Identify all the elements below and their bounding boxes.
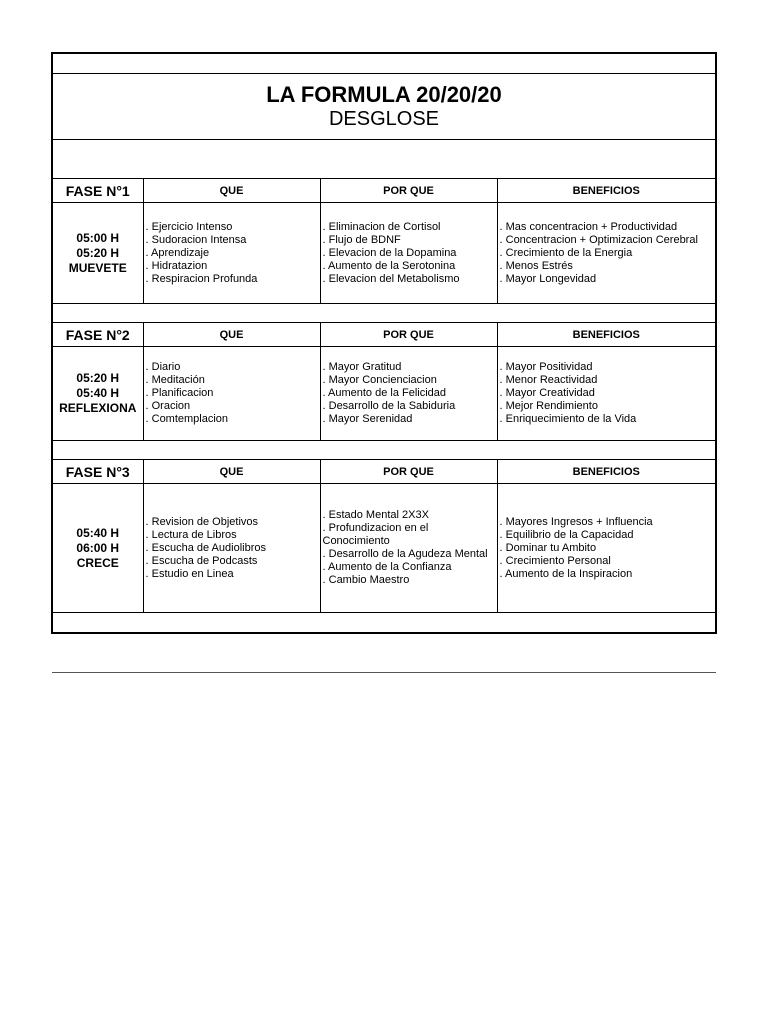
column-header-porque: POR QUE — [320, 460, 497, 484]
list-item: . Escucha de Audiolibros — [146, 542, 318, 555]
phase-start-time: 05:40 H — [76, 525, 120, 540]
phase-end-time: 06:00 H — [76, 540, 120, 555]
phase-action: CRECE — [76, 555, 119, 570]
list-item: . Aumento de la Felicidad — [323, 387, 495, 400]
list-item: . Flujo de BDNF — [323, 234, 495, 247]
list-item: . Oracion — [146, 400, 318, 413]
list-item: . Crecimiento Personal — [500, 555, 714, 568]
phase-row — [53, 347, 715, 441]
column-header-porque: POR QUE — [320, 179, 497, 203]
phase-start-time: 05:20 H — [76, 371, 120, 385]
list-item: . Desarrollo de la Sabiduria — [323, 400, 495, 413]
list-item: . Estado Mental 2X3X — [323, 509, 495, 522]
que-cell — [143, 203, 320, 304]
que-cell — [143, 347, 320, 441]
porque-cell — [320, 347, 497, 441]
phase-action: MUEVETE — [68, 260, 127, 275]
empty-bottom-row — [53, 613, 715, 633]
list-item: . Dominar tu Ambito — [500, 542, 714, 555]
phase-time-cell — [53, 203, 143, 304]
list-item: . Mas concentracion + Productividad — [500, 221, 714, 234]
phase-label: FASE N°3 — [53, 460, 143, 484]
column-header-que: QUE — [143, 323, 320, 347]
list-item: . Mejor Rendimiento — [500, 400, 714, 413]
list-item: . Mayor Creatividad — [500, 387, 714, 400]
list-item: . Profundizacion en el Conocimiento — [323, 522, 495, 548]
beneficios-cell — [497, 203, 715, 304]
list-item: . Eliminacion de Cortisol — [323, 221, 495, 234]
spacer-row — [53, 304, 715, 323]
list-item: . Desarrollo de la Agudeza Mental — [323, 548, 495, 561]
list-item: . Enriquecimiento de la Vida — [500, 413, 714, 426]
list-item: . Sudoracion Intensa — [146, 234, 318, 247]
list-item: . Mayor Gratitud — [323, 361, 495, 374]
empty-row — [53, 140, 715, 179]
list-item: . Mayor Longevidad — [500, 273, 714, 286]
phase-action: REFLEXIONA — [59, 401, 137, 415]
list-item: . Mayor Positividad — [500, 361, 714, 374]
list-item: . Diario — [146, 361, 318, 374]
list-item: . Estudio en Linea — [146, 568, 318, 581]
column-header-beneficios: BENEFICIOS — [497, 460, 715, 484]
list-item: . Lectura de Libros — [146, 529, 318, 542]
formula-sheet — [51, 52, 717, 634]
title-row — [53, 74, 715, 140]
list-item: . Ejercicio Intenso — [146, 221, 318, 234]
phase-end-time: 05:40 H — [76, 386, 120, 400]
list-item: . Equilibrio de la Capacidad — [500, 529, 714, 542]
phase-time-cell — [53, 484, 143, 613]
list-item: . Revision de Objetivos — [146, 516, 318, 529]
list-item: . Elevacion de la Dopamina — [323, 247, 495, 260]
list-item: . Cambio Maestro — [323, 574, 495, 587]
beneficios-cell — [497, 484, 715, 613]
list-item: . Aumento de la Confianza — [323, 561, 495, 574]
empty-top-row — [53, 54, 715, 74]
list-item: . Hidratazion — [146, 260, 318, 273]
phase-label: FASE N°2 — [53, 323, 143, 347]
column-header-que: QUE — [143, 179, 320, 203]
list-item: . Aprendizaje — [146, 247, 318, 260]
horizontal-divider — [52, 672, 716, 673]
list-item: . Elevacion del Metabolismo — [323, 273, 495, 286]
list-item: . Aumento de la Serotonina — [323, 260, 495, 273]
phase-row — [53, 203, 715, 304]
phase-header-row — [53, 323, 715, 347]
list-item: . Comtemplacion — [146, 413, 318, 426]
page-title: LA FORMULA 20/20/20 — [266, 81, 502, 107]
list-item: . Planificacion — [146, 387, 318, 400]
phase-header-row — [53, 179, 715, 203]
formula-table — [53, 54, 715, 632]
list-item: . Respiracion Profunda — [146, 273, 318, 286]
beneficios-cell — [497, 347, 715, 441]
porque-cell — [320, 484, 497, 613]
column-header-beneficios: BENEFICIOS — [497, 323, 715, 347]
column-header-beneficios: BENEFICIOS — [497, 179, 715, 203]
column-header-porque: POR QUE — [320, 323, 497, 347]
page-subtitle: DESGLOSE — [328, 107, 440, 130]
spacer-row — [53, 441, 715, 460]
list-item: . Mayor Serenidad — [323, 413, 495, 426]
list-item: . Crecimiento de la Energia — [500, 247, 714, 260]
phase-end-time: 05:20 H — [76, 245, 120, 260]
phase-header-row — [53, 460, 715, 484]
column-header-que: QUE — [143, 460, 320, 484]
list-item: . Mayor Concienciacion — [323, 374, 495, 387]
list-item: . Menos Estrés — [500, 260, 714, 273]
list-item: . Concentracion + Optimizacion Cerebral — [500, 234, 714, 247]
phase-time-cell — [53, 347, 143, 441]
phase-row — [53, 484, 715, 613]
porque-cell — [320, 203, 497, 304]
que-cell — [143, 484, 320, 613]
list-item: . Menor Reactividad — [500, 374, 714, 387]
phase-start-time: 05:00 H — [76, 230, 120, 245]
list-item: . Meditación — [146, 374, 318, 387]
list-item: . Escucha de Podcasts — [146, 555, 318, 568]
list-item: . Aumento de la Inspiracion — [500, 568, 714, 581]
list-item: . Mayores Ingresos + Influencia — [500, 516, 714, 529]
phase-label: FASE N°1 — [53, 179, 143, 203]
